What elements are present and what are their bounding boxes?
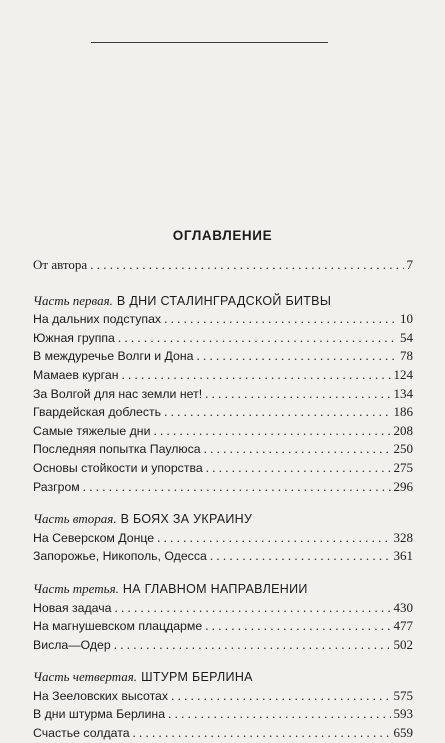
part-3-entries xyxy=(33,599,413,655)
toc-entry-page: 430 xyxy=(393,599,413,615)
dot-leader xyxy=(204,440,391,459)
part-heading-3 xyxy=(33,580,413,599)
part-title: В БОЯХ ЗА УКРАИНУ xyxy=(120,512,253,527)
toc-entry-page: 502 xyxy=(393,636,413,652)
toc-entry-page: 328 xyxy=(393,529,413,545)
toc-entry-page: 10 xyxy=(400,311,413,327)
toc-entry-page: 477 xyxy=(393,618,413,634)
toc-entry xyxy=(33,547,413,566)
toc-entry xyxy=(33,529,413,548)
toc-entry xyxy=(33,687,413,706)
toc-heading: ОГЛАВЛЕНИЕ xyxy=(172,228,273,243)
toc-entry-label: Запорожье, Никополь, Одесса xyxy=(33,549,207,564)
toc-entry xyxy=(33,617,413,636)
dot-leader xyxy=(164,403,390,422)
toc-entry xyxy=(33,385,413,404)
toc-entry xyxy=(33,422,413,441)
part-number-label: Часть третья. xyxy=(33,580,119,596)
part-title: В ДНИ СТАЛИНГРАДСКОЙ БИТВЫ xyxy=(116,293,332,308)
toc-entry-page: 54 xyxy=(400,329,413,345)
toc-entry-label: Новая задача xyxy=(33,600,112,615)
toc-entry xyxy=(33,459,413,478)
top-divider-rule xyxy=(91,42,328,43)
toc-entry-label: Гвардейская доблесть xyxy=(33,405,162,420)
toc-entry xyxy=(33,599,413,618)
dot-leader xyxy=(114,636,391,655)
part-title: НА ГЛАВНОМ НАПРАВЛЕНИИ xyxy=(122,581,308,596)
dot-leader xyxy=(90,256,403,275)
toc-entry xyxy=(33,440,413,459)
toc-entry-page: 134 xyxy=(393,385,413,401)
dot-leader xyxy=(205,617,390,636)
dot-leader xyxy=(206,459,391,478)
dot-leader xyxy=(210,547,391,566)
toc-entry xyxy=(33,636,413,655)
toc-entry-label: В междуречье Волги и Дона xyxy=(33,349,194,364)
toc-entry-page: 250 xyxy=(393,441,413,457)
toc-entry-label: Висла—Одер xyxy=(33,637,111,652)
toc-entry-page: 659 xyxy=(393,725,413,741)
part-heading-2 xyxy=(33,510,413,529)
part-heading-1 xyxy=(33,292,413,311)
toc-entry-label: Мамаев курган xyxy=(33,367,119,382)
part-1-entries xyxy=(33,310,413,496)
toc-entry-label: Самые тяжелые дни xyxy=(33,423,151,438)
dot-leader xyxy=(171,687,390,706)
toc-entry xyxy=(33,329,413,348)
toc-entry-label: Южная группа xyxy=(33,330,115,345)
dot-leader xyxy=(168,705,390,724)
part-2-entries xyxy=(33,529,413,566)
part-heading-4 xyxy=(33,668,413,687)
part-number-label: Часть четвертая. xyxy=(33,669,138,685)
toc-entry-label: От автора xyxy=(33,257,88,272)
toc-entry xyxy=(33,366,413,385)
toc-entry-page: 275 xyxy=(393,459,413,475)
toc-entry-label: Основы стойкости и упорства xyxy=(33,460,203,475)
toc-entry-label: Счастье солдата xyxy=(33,726,130,741)
dot-leader xyxy=(83,478,391,497)
toc-entry-page: 7 xyxy=(406,257,413,272)
part-title: ШТУРМ БЕРЛИНА xyxy=(141,670,253,685)
dot-leader xyxy=(153,422,390,441)
toc-entry-page: 296 xyxy=(393,478,413,494)
dot-leader xyxy=(157,529,390,548)
toc-entry-label: Разгром xyxy=(33,479,80,494)
toc-entry xyxy=(33,724,413,743)
part-4-entries xyxy=(33,687,413,743)
toc-entry-label: На Северском Донце xyxy=(33,530,155,545)
toc-entry-page: 208 xyxy=(393,422,413,438)
dot-leader xyxy=(133,724,391,743)
toc-entry-page: 124 xyxy=(393,366,413,382)
toc-entry-author xyxy=(33,256,413,275)
toc-entry-page: 186 xyxy=(393,404,413,420)
toc-entry xyxy=(33,403,413,422)
toc-entry-page: 78 xyxy=(400,348,413,364)
toc-entry xyxy=(33,705,413,724)
toc-entry-label: На Зееловских высотах xyxy=(33,688,169,703)
toc-entry xyxy=(33,347,413,366)
dot-leader xyxy=(205,385,390,404)
toc-entry-label: За Волгой для нас земли нет! xyxy=(33,386,203,401)
toc-entry xyxy=(33,310,413,329)
part-number-label: Часть вторая. xyxy=(33,511,117,527)
toc-entry-label: На дальних подступах xyxy=(33,312,162,327)
toc-entry-page: 361 xyxy=(393,548,413,564)
toc-entry-label: На магнушевском плацдарме xyxy=(33,619,203,634)
toc-entry-label: Последняя попытка Паулюса xyxy=(33,442,201,457)
table-of-contents xyxy=(33,256,413,743)
dot-leader xyxy=(164,310,397,329)
dot-leader xyxy=(122,366,391,385)
part-number-label: Часть первая. xyxy=(33,292,113,308)
toc-entry-page: 593 xyxy=(393,706,413,722)
toc-entry xyxy=(33,478,413,497)
toc-entry-label: В дни штурма Берлина xyxy=(33,707,166,722)
dot-leader xyxy=(115,599,391,618)
dot-leader xyxy=(196,347,397,366)
dot-leader xyxy=(118,329,397,348)
toc-entry-page: 575 xyxy=(393,687,413,703)
